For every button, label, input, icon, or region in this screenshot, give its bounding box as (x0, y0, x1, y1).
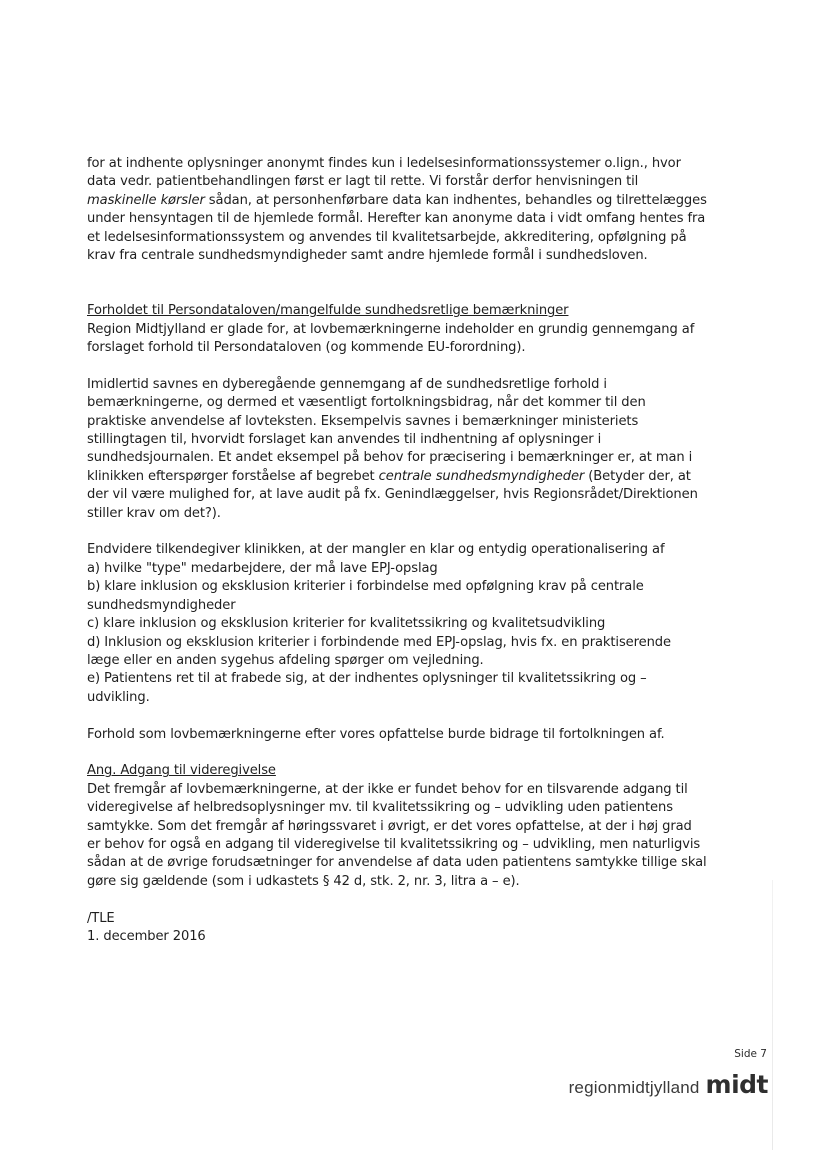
text-line: Imidlertid savnes en dyberegående gennemgang af de sundhedsretlige forhold i (87, 376, 607, 392)
text-line: forslaget forhold til Persondataloven (og kommende EU-forordning). (87, 340, 526, 356)
text-line: er behov for også en adgang til videregivelse til kvalitetssikring og – udvikling, men naturligvis (87, 836, 701, 852)
text-line: Forhold som lovbemærkningerne efter vores opfattelse burde bidrage til fortolkningen af. (87, 726, 665, 742)
text-line: under hensyntagen til de hjemlede formål. Herefter kan anonyme data i vidt omfang hentes fra (87, 211, 706, 227)
text-line: samtykke. Som det fremgår af høringssvaret i øvrigt, er det vores opfattelse, at der i høj grad (87, 818, 692, 834)
text-line: stillingtagen til, hvorvidt forslaget kan anvendes til indhentning af oplysninger i (87, 432, 602, 448)
paragraph-sundhedsretlige (87, 376, 747, 523)
section-heading: Ang. Adgang til videregivelse (87, 763, 276, 779)
text-line: praktiske anvendelse af lovteksten. Eksempelvis savnes i bemærkninger ministeriets (87, 413, 639, 429)
text-line (87, 468, 747, 486)
text-line: for at indhente oplysninger anonymt findes kun i ledelsesinformationssystemer o.lign., hvor (87, 156, 681, 171)
document-date: 1. december 2016 (87, 928, 206, 944)
paragraph-forhold (87, 726, 747, 744)
logo-text: regionmidtjylland (568, 1078, 700, 1097)
list-item: e) Patientens ret til at frabede sig, at der indhentes oplysninger til kvalitetssikring og – (87, 671, 647, 687)
text-line: der vil være mulighed for, at lave audit på fx. Genindlæggelser, hvis Regionsrådet/Direktionen (87, 487, 698, 503)
list-item-continuation: udvikling. (87, 689, 150, 705)
text-fragment: (Betyder der, at (584, 468, 691, 484)
text-line: gøre sig gældende (som i udkastets § 42 d, stk. 2, nr. 3, litra a – e). (87, 873, 520, 889)
intro-paragraph (87, 155, 747, 265)
text-line: stiller krav om det?). (87, 505, 221, 521)
text-line: sådan at de øvrige forudsætninger for anvendelse af data uden patientens samtykke tillige skal (87, 855, 707, 871)
list-item-continuation: sundhedsmyndigheder (87, 597, 236, 613)
signature: /TLE (87, 910, 115, 926)
text-line: Det fremgår af lovbemærkningerne, at der ikke er fundet behov for en tilsvarende adgang til (87, 781, 688, 797)
list-item: d) Inklusion og eksklusion kriterier i forbindende med EPJ-opslag, hvis fx. en praktiserende (87, 634, 671, 650)
section-persondataloven (87, 302, 747, 357)
list-item: a) hvilke "type" medarbejdere, der må lave EPJ-opslag (87, 560, 438, 576)
list-item-continuation: læge eller en anden sygehus afdeling spørger om vejledning. (87, 652, 484, 668)
text-line: videregivelse af helbredsoplysninger mv. til kvalitetssikring og – udvikling uden patientens (87, 800, 673, 816)
text-line: Region Midtjylland er glade for, at lovbemærkningerne indeholder en grundig gennemgang af (87, 321, 695, 337)
italic-term: maskinelle kørsler (87, 192, 205, 208)
region-logo (569, 1070, 768, 1099)
text-line: data vedr. patientbehandlingen først er lagt til rette. Vi forstår derfor henvisningen til (87, 174, 639, 190)
text-line: krav fra centrale sundhedsmyndigheder samt andre hjemlede formål i sundhedsloven. (87, 248, 648, 264)
page-number: Side 7 (734, 1048, 767, 1060)
paragraph-operationalisering (87, 541, 747, 707)
text-line: et ledelsesinformationssystem og anvendes til kvalitetsarbejde, akkreditering, opfølgning på (87, 229, 687, 245)
list-item: b) klare inklusion og eksklusion kriterier i forbindelse med opfølgning krav på centrale (87, 579, 644, 595)
text-line (87, 192, 747, 210)
section-heading: Forholdet til Persondataloven/mangelfulde sundhedsretlige bemærkninger (87, 303, 569, 319)
document-body (87, 155, 747, 946)
text-line: sundhedsjournalen. Et andet eksempel på behov for præcisering i bemærkninger er, at man i (87, 450, 693, 466)
text-fragment: klinikken efterspørger forståelse af begrebet (87, 468, 379, 484)
signature-block (87, 910, 747, 947)
text-line: Endvidere tilkendegiver klinikken, at der mangler en klar og entydig operationalisering af (87, 542, 665, 558)
scan-edge-line (772, 880, 773, 1150)
list-item: c) klare inklusion og eksklusion kriterier for kvalitetssikring og kvalitetsudvikling (87, 616, 606, 632)
section-videregivelse (87, 762, 747, 891)
logo-mark: midt (705, 1070, 768, 1099)
text-fragment: sådan, at personhenførbare data kan indhentes, behandles og tilrettelægges (204, 192, 707, 208)
italic-term: centrale sundhedsmyndigheder (378, 468, 585, 484)
text-line: bemærkningerne, og dermed et væsentligt fortolkningsbidrag, når det kommer til den (87, 395, 646, 411)
